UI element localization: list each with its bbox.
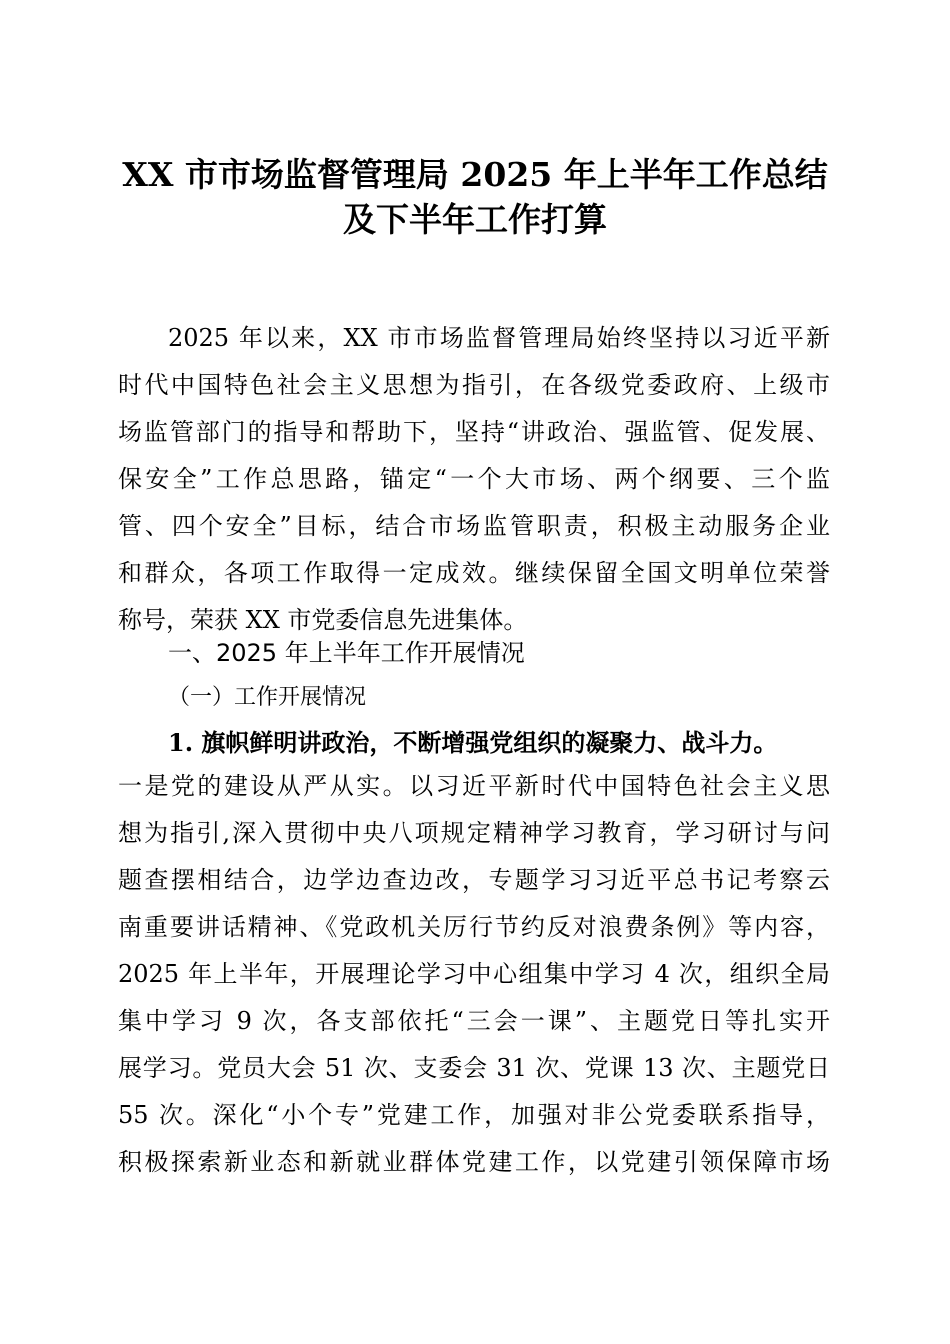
- document-title-line-2: 及下半年工作打算: [343, 200, 607, 239]
- item-paragraph-line: 集中学习 9 次，各支部依托“三会一课”、主题党日等扎实开: [118, 1007, 830, 1035]
- item-paragraph-line: 南重要讲话精神、《党政机关厉行节约反对浪费条例》等内容，: [118, 913, 830, 941]
- item-paragraph-line: 题查摆相结合，边学边查边改，专题学习习近平总书记考察云: [118, 866, 830, 894]
- subsection-heading: （一）工作开展情况: [168, 685, 367, 710]
- intro-paragraph-line: 和群众，各项工作取得一定成效。继续保留全国文明单位荣誉: [118, 559, 830, 587]
- item-paragraph-line: 展学习。党员大会 51 次、支委会 31 次、党课 13 次、主题党日: [118, 1054, 830, 1082]
- section-heading: 一、2025 年上半年工作开展情况: [168, 639, 525, 667]
- item-heading: 1. 旗帜鲜明讲政治，不断增强党组织的凝聚力、战斗力。: [168, 728, 778, 757]
- item-paragraph-line: 一是党的建设从严从实。以习近平新时代中国特色社会主义思: [118, 772, 830, 800]
- intro-paragraph-line: 称号，荣获 XX 市党委信息先进集体。: [118, 606, 528, 634]
- intro-paragraph-line: 场监管部门的指导和帮助下，坚持“讲政治、强监管、促发展、: [118, 418, 830, 446]
- item-paragraph-line: 55 次。深化“小个专”党建工作，加强对非公党委联系指导，: [118, 1101, 830, 1129]
- intro-paragraph-line: 2025 年以来，XX 市市场监督管理局始终坚持以习近平新: [168, 324, 830, 352]
- item-paragraph-line: 2025 年上半年，开展理论学习中心组集中学习 4 次，组织全局: [118, 960, 830, 988]
- document-title-line-1: XX 市市场监督管理局 2025 年上半年工作总结: [122, 155, 828, 194]
- intro-paragraph-line: 时代中国特色社会主义思想为指引，在各级党委政府、上级市: [118, 371, 830, 399]
- intro-paragraph-line: 管、四个安全”目标，结合市场监管职责，积极主动服务企业: [118, 512, 830, 540]
- intro-paragraph-line: 保安全”工作总思路，锚定“一个大市场、两个纲要、三个监: [118, 465, 830, 493]
- item-paragraph-line: 积极探索新业态和新就业群体党建工作，以党建引领保障市场: [118, 1148, 830, 1176]
- item-paragraph-line: 想为指引,深入贯彻中央八项规定精神学习教育，学习研讨与问: [118, 819, 830, 847]
